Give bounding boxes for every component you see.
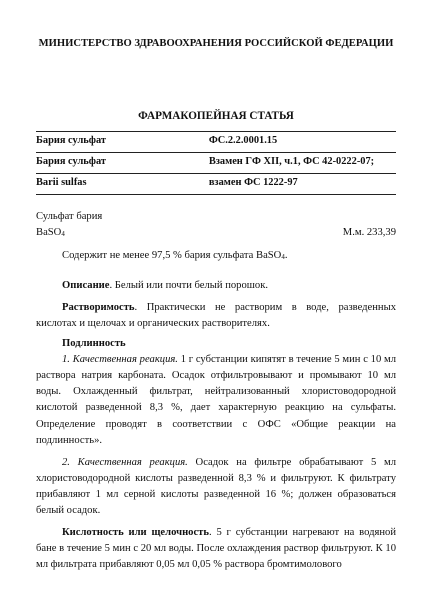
test1-label: 1. Качественная реакция. xyxy=(62,354,178,366)
identity-heading: Подлинность xyxy=(62,338,126,350)
acidity-paragraph: Кислотность или щелочность. 5 г субстанции нагревают на водяной бане в течение 5 мин с 20 мл воды. После охлаждения раствор фильтруют. К 10 мл фильтрата прибавляют 0,05 мл 0,05 % раствора бромтимолового xyxy=(36,527,396,571)
info-table xyxy=(36,131,396,194)
acidity-label: Кислотность или щелочность xyxy=(62,527,209,539)
document-title: ФАРМАКОПЕЙНАЯ СТАТЬЯ xyxy=(138,110,294,123)
table-row xyxy=(36,132,396,153)
info-left: Бария сульфат xyxy=(36,152,209,173)
info-left: Бария сульфат xyxy=(36,132,209,153)
identity-test-1: 1. Качественная реакция. 1 г субстанции кипятят в течение 5 мин с 10 мл раствора натрия карбоната. Осадок отфильтровывают и промывают 10 мл воды. Охлажденный фильтрат, нейтрализованный хлористоводородной кислотой разведенной 8,3 %, дает характерную реакцию на сульфаты. Определение проводят в соответствии с ОФС «Общие реакции на подлинность». xyxy=(36,354,396,446)
info-left: Barii sulfas xyxy=(36,173,209,194)
solubility-paragraph: Растворимость. Практически не растворим в воде, разведенных кислотах и щелочах и органических растворителях. xyxy=(36,301,396,330)
test2-label: 2. Качественная реакция. xyxy=(62,456,188,468)
description-paragraph: Описание. Белый или почти белый порошок. xyxy=(62,279,269,291)
info-right: взамен ФС 1222-97 xyxy=(209,173,396,194)
table-row xyxy=(36,173,396,194)
molar-mass: М.м. 233,39 xyxy=(342,226,396,238)
info-right: ФС.2.2.0001.15 xyxy=(209,132,396,153)
description-label: Описание xyxy=(62,279,110,291)
info-right: Взамен ГФ XII, ч.1, ФС 42-0222-07; xyxy=(209,152,396,173)
content-statement: Содержит не менее 97,5 % бария сульфата BaSO$_4$. xyxy=(62,249,288,261)
solubility-label: Растворимость xyxy=(62,301,135,313)
identity-test-2: 2. Качественная реакция. Осадок на фильтре обрабатывают 5 мл хлористоводородной кислоты разведенной 8,3 % и фильтруют. К фильтрату прибавляют 1 мл серной кислоты разведенной 16 %; должен образоваться белый осадок. xyxy=(36,456,396,517)
formula-row xyxy=(36,225,396,241)
table-row xyxy=(36,152,396,173)
ministry-header: МИНИСТЕРСТВО ЗДРАВООХРАНЕНИЯ РОССИЙСКОЙ ФЕДЕРАЦИИ xyxy=(38,38,394,49)
substance-name: Сульфат бария xyxy=(36,210,103,222)
chemical-formula: BaSO$_4$ xyxy=(36,226,65,238)
